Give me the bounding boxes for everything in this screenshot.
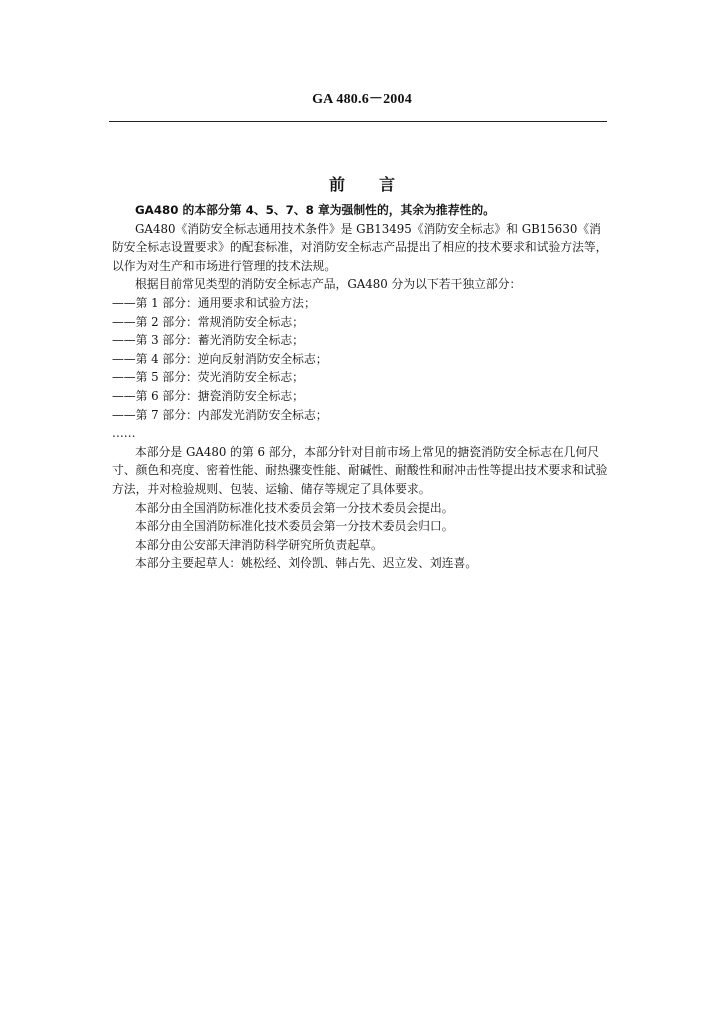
list-item: ——第 5 部分：荧光消防安全标志； (112, 370, 304, 385)
list-item: ——第 2 部分：常规消防安全标志； (112, 314, 304, 329)
section-title: 前言 (328, 175, 429, 194)
drafters-paragraph: 本部分主要起草人：姚松经、刘伶凯、韩占先、迟立发、刘连喜。 (135, 556, 478, 571)
mandatory-clause-paragraph: GA480 的本部分第 4、5、7、8 章为强制性的，其余为推荐性的。 (135, 203, 495, 217)
standard-relation-paragraph: GA480《消防安全标志通用技术条件》是 GB13495《消防安全标志》和 GB15630《消防安全标志设置要求》的配套标准，对消防安全标志产品提出了相应的技术要求和试验方法等，以作为对生产和市场进行管理的技术法规。 (112, 221, 608, 273)
list-item: ——第 3 部分：蓄光消防安全标志； (112, 333, 304, 348)
drafted-by-paragraph: 本部分由公安部天津消防科学研究所负责起草。 (135, 537, 383, 552)
list-item: ——第 6 部分：搪瓷消防安全标志； (112, 388, 304, 403)
proposed-by-paragraph: 本部分由全国消防标准化技术委员会第一分技术委员会提出。 (135, 500, 454, 515)
list-ellipsis: …… (112, 426, 136, 441)
parts-intro-paragraph: 根据目前常见类型的消防安全标志产品，GA480 分为以下若干独立部分： (135, 277, 522, 292)
list-item: ——第 4 部分：逆向反射消防安全标志； (112, 351, 328, 366)
standard-code: GA 480.6－2004 (312, 92, 412, 107)
body-text (112, 201, 612, 573)
list-item: ——第 1 部分：通用要求和试验方法； (112, 295, 316, 310)
part-scope-paragraph: 本部分是 GA480 的第 6 部分，本部分针对目前市场上常见的搪瓷消防安全标志在几何尺寸、颜色和亮度、密着性能、耐热骤变性能、耐碱性、耐酸性和耐冲击性等提出技术要求和试验方法，并对检验规则、包装、运输、储存等规定了具体要求。 (112, 444, 608, 496)
list-item: ——第 7 部分：内部发光消防安全标志； (112, 407, 328, 422)
header-rule (109, 121, 607, 122)
managed-by-paragraph: 本部分由全国消防标准化技术委员会第一分技术委员会归口。 (135, 519, 454, 534)
